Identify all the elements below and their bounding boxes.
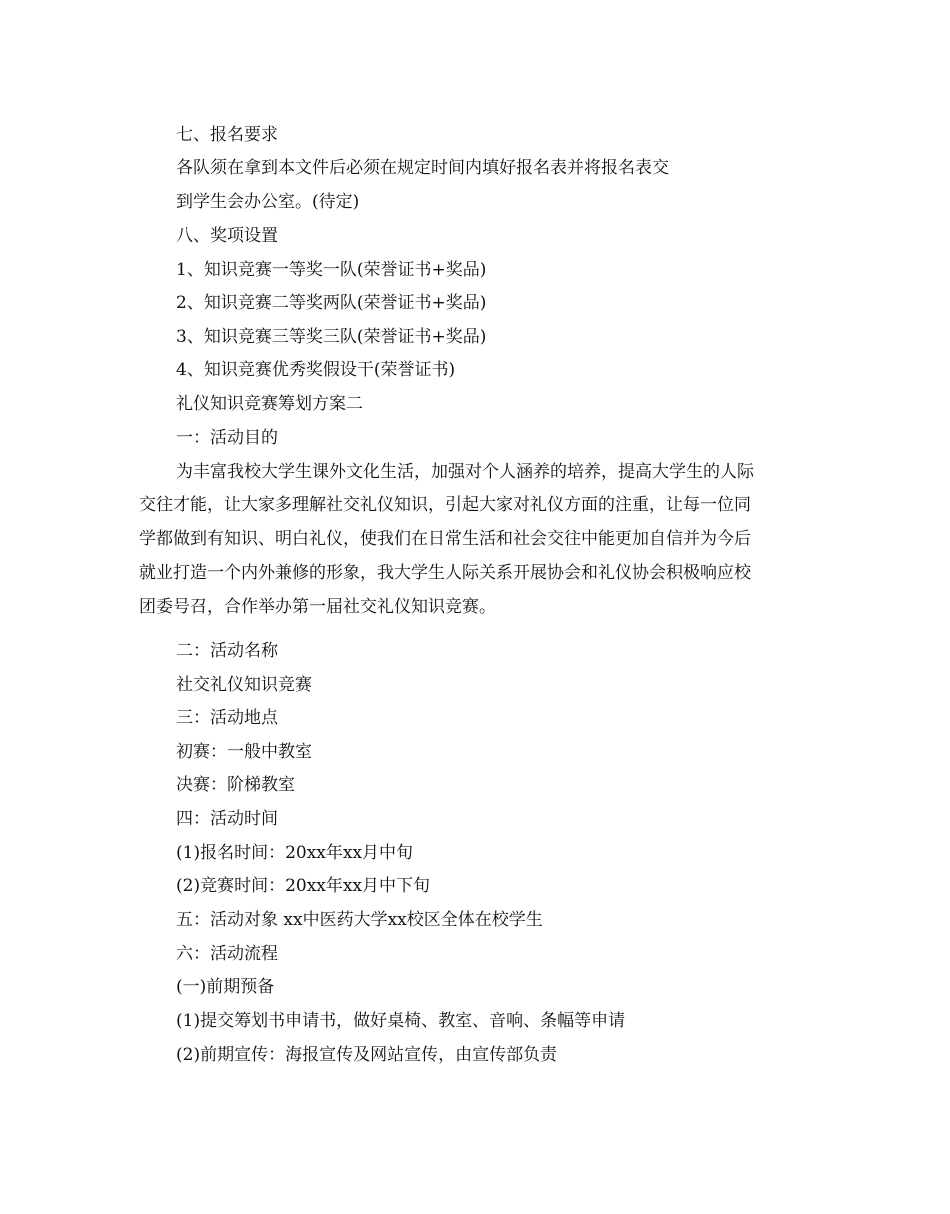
list-item: (1)提交筹划书申请书，做好桌椅、教室、音响、条幅等申请 — [176, 1011, 626, 1031]
section-heading-name: 二：活动名称 — [176, 641, 278, 661]
paragraph-line: 交往才能，让大家多理解社交礼仪知识，引起大家对礼仪方面的注重，让每一位同 — [139, 495, 751, 515]
paragraph-line: 学都做到有知识、明白礼仪，使我们在日常生活和社会交往中能更加自信并为今后 — [139, 529, 751, 549]
list-item: (1)报名时间：20xx年xx月中旬 — [176, 843, 414, 863]
list-item: 3、知识竞赛三等奖三队(荣誉证书+奖品) — [176, 327, 487, 347]
list-item: 1、知识竞赛一等奖一队(荣誉证书+奖品) — [176, 260, 487, 280]
section-heading-audience: 五：活动对象 xx中医药大学xx校区全体在校学生 — [176, 910, 543, 930]
sub-heading: (一)前期预备 — [176, 977, 275, 997]
section-heading-process: 六：活动流程 — [176, 944, 278, 964]
paragraph-line: 社交礼仪知识竞赛 — [176, 675, 312, 695]
paragraph-line: 团委号召，合作举办第一届社交礼仪知识竞赛。 — [139, 597, 496, 617]
paragraph-line: 决赛：阶梯教室 — [176, 775, 295, 795]
plan-title: 礼仪知识竞赛筹划方案二 — [176, 394, 363, 414]
section-heading-purpose: 一：活动目的 — [176, 428, 278, 448]
section-heading-location: 三：活动地点 — [176, 708, 278, 728]
section-heading-registration: 七、报名要求 — [176, 125, 278, 145]
paragraph-line: 各队须在拿到本文件后必须在规定时间内填好报名表并将报名表交 — [176, 158, 669, 178]
paragraph-line: 初赛：一般中教室 — [176, 742, 312, 762]
list-item: 2、知识竞赛二等奖两队(荣誉证书+奖品) — [176, 293, 487, 313]
list-item: (2)竞赛时间：20xx年xx月中下旬 — [176, 876, 431, 896]
list-item: (2)前期宣传：海报宣传及网站宣传，由宣传部负责 — [176, 1045, 558, 1065]
paragraph-line: 为丰富我校大学生课外文化生活，加强对个人涵养的培养，提高大学生的人际 — [176, 462, 754, 482]
section-heading-awards: 八、奖项设置 — [176, 226, 278, 246]
paragraph-line: 到学生会办公室。(待定) — [176, 192, 360, 212]
section-heading-time: 四：活动时间 — [176, 809, 278, 829]
paragraph-line: 就业打造一个内外兼修的形象，我大学生人际关系开展协会和礼仪协会积极响应校 — [139, 563, 751, 583]
list-item: 4、知识竞赛优秀奖假设干(荣誉证书) — [176, 360, 456, 380]
